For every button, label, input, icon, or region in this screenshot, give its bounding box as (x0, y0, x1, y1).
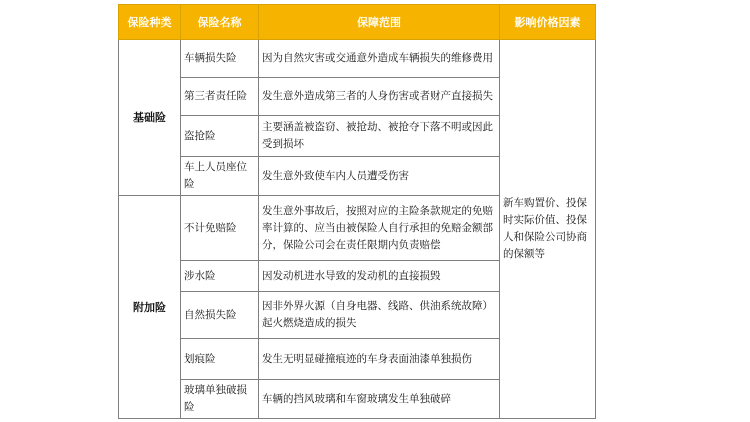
insurance-name: 不计免赔险 (181, 196, 259, 261)
header-row (119, 5, 596, 40)
insurance-name: 车辆损失险 (181, 40, 259, 78)
insurance-name: 自然损失险 (181, 292, 259, 339)
insurance-name: 盗抢险 (181, 116, 259, 157)
header-type: 保险种类 (119, 5, 181, 40)
insurance-scope: 发生意外事故后，按照对应的主险条款规定的免赔率计算的、应当由被保险人自行承担的免赔金额部分，保险公司会在责任限期内负责赔偿 (259, 196, 500, 261)
insurance-name: 车上人员座位险 (181, 157, 259, 196)
insurance-scope: 因为自然灾害或交通意外造成车辆损失的维修费用 (259, 40, 500, 78)
insurance-scope: 因非外界火源（自身电器、线路、供油系统故障）起火燃烧造成的损失 (259, 292, 500, 339)
insurance-scope: 因发动机进水导致的发动机的直接损毁 (259, 261, 500, 292)
insurance-scope: 发生意外造成第三者的人身伤害或者财产直接损失 (259, 78, 500, 116)
insurance-name: 玻璃单独破损险 (181, 380, 259, 419)
header-scope: 保障范围 (259, 5, 500, 40)
table-row (119, 40, 596, 78)
insurance-scope: 发生意外致使车内人员遭受伤害 (259, 157, 500, 196)
price-factors: 新车购置价、投保时实际价值、投保人和保险公司协商的保额等 (500, 40, 596, 419)
header-name: 保险名称 (181, 5, 259, 40)
insurance-scope: 主要涵盖被盗窃、被抢劫、被抢夺下落不明或因此受到损坏 (259, 116, 500, 157)
insurance-name: 涉水险 (181, 261, 259, 292)
insurance-name: 划痕险 (181, 339, 259, 380)
insurance-table (118, 4, 596, 419)
insurance-name: 第三者责任险 (181, 78, 259, 116)
insurance-scope: 车辆的挡风玻璃和车窗玻璃发生单独破碎 (259, 380, 500, 419)
category-basic: 基础险 (119, 40, 181, 196)
header-price-factors: 影响价格因素 (500, 5, 596, 40)
category-additional: 附加险 (119, 196, 181, 419)
insurance-scope: 发生无明显碰撞痕迹的车身表面油漆单独损伤 (259, 339, 500, 380)
